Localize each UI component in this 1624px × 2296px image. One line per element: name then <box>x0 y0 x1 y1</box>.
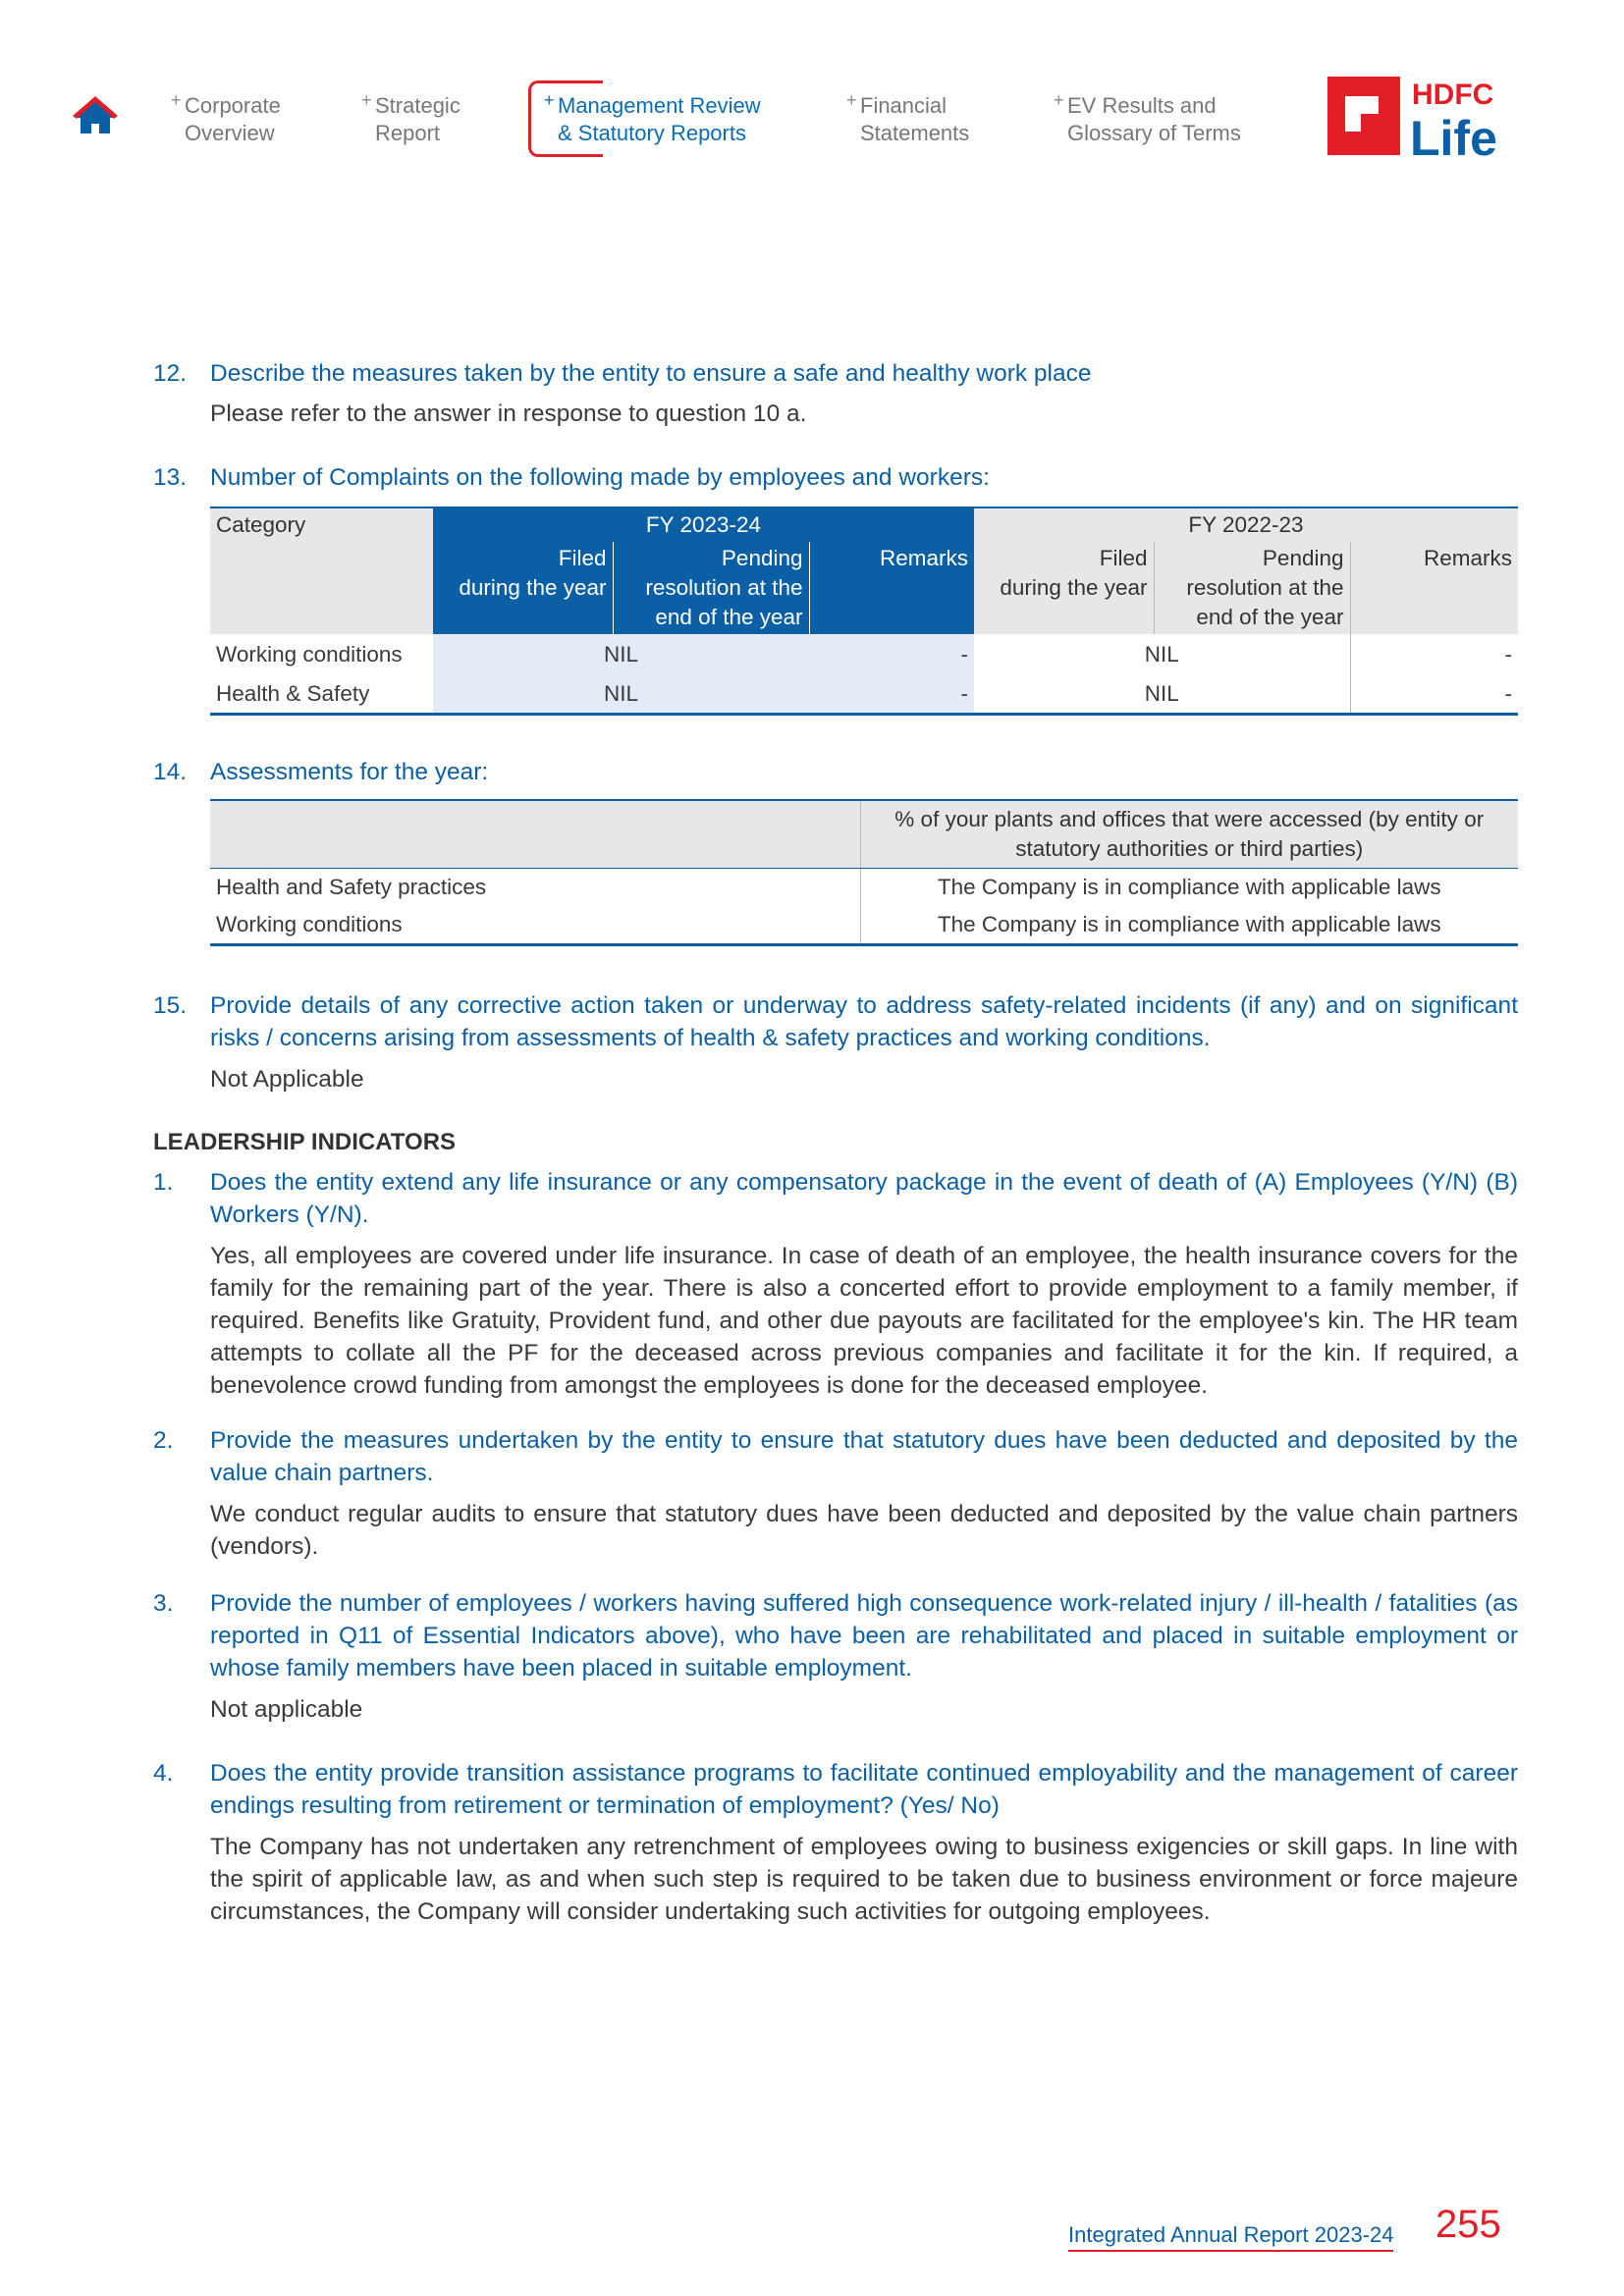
leadership-answer-1: Yes, all employees are covered under life insurance. In case of death of an employee, the health insurance covers for the family for the remaining part of the year. There is also a concerted effort to provide employment to a family member, if required. Benefits like Gratuity, Provident fund, and other due payouts are facilitated for the employee's kin. The HR team attempts to collate all the PF for the deceased across previous companies and facilitate it for the kin. If required, a benevolence crowd funding from amongst the employees is done for the deceased employee. <box>210 1243 1518 1399</box>
question-text: Assessments for the year: <box>210 759 489 785</box>
table-header-row <box>210 507 1518 542</box>
table-header-row <box>210 800 1518 869</box>
table-row <box>210 634 1518 673</box>
question-text: Provide details of any corrective action taken or underway to address safety-related incidents (if any) and on significant risks / concerns arising from assessments of health & safety practices and working conditions. <box>210 992 1518 1051</box>
cell-remarks: - <box>809 634 974 673</box>
question-number: 2. <box>153 1427 174 1454</box>
nav-label: Strategic <box>375 93 460 118</box>
footer-report-title: Integrated Annual Report 2023-24 <box>1068 2222 1393 2252</box>
question-number: 3. <box>153 1590 174 1617</box>
row-category: Working conditions <box>216 642 403 667</box>
plus-icon: + <box>544 90 555 110</box>
column-header-pending: Pending resolution at the end of the year <box>1154 542 1350 634</box>
leadership-answer-3: Not applicable <box>210 1696 363 1723</box>
cell-value: The Company is in compliance with applicable laws <box>860 906 1518 945</box>
row-category: Health & Safety <box>210 673 433 715</box>
row-label: Working conditions <box>210 906 860 945</box>
question-number: 14. <box>153 759 188 785</box>
leadership-question-4 <box>153 1757 1518 1822</box>
question-13 <box>153 461 1518 494</box>
question-number: 12. <box>153 360 188 387</box>
nav-label: Management Review <box>558 93 761 118</box>
column-header-filed: Filed during the year <box>433 542 613 634</box>
page-number: 255 <box>1435 2203 1501 2246</box>
nav-strategic-report[interactable] <box>361 90 460 147</box>
nav-label: Financial <box>860 93 947 118</box>
plus-icon: + <box>361 90 372 110</box>
nav-label: Statements <box>860 121 970 145</box>
leadership-question-1 <box>153 1166 1518 1231</box>
table-row <box>210 906 1518 945</box>
leadership-question-3 <box>153 1587 1518 1684</box>
question-number: 4. <box>153 1760 174 1787</box>
plus-icon: + <box>171 90 182 110</box>
nav-label: & Statutory Reports <box>558 121 746 145</box>
question-text: Does the entity provide transition assistance programs to facilitate continued employability and the management of career endings resulting from retirement or termination of employment? (Yes/ No) <box>210 1760 1518 1819</box>
question-number: 15. <box>153 992 188 1019</box>
complaints-table <box>210 507 1518 716</box>
section-heading: LEADERSHIP INDICATORS <box>153 1129 457 1155</box>
question-text: Number of Complaints on the following made by employees and workers: <box>210 464 990 491</box>
nav-label: Report <box>375 121 441 145</box>
column-header-remarks: Remarks <box>809 542 974 634</box>
leadership-answer-4: The Company has not undertaken any retrenchment of employees owing to business exigencies or skill gaps. In line with the spirit of applicable law, as and when such step is required to be taken due to business environment or force majeure circumstances, the Company will consider undertaking such activities for outgoing employees. <box>210 1834 1518 1925</box>
logo-text-life: Life <box>1410 111 1497 159</box>
cell-value: NIL <box>974 673 1350 715</box>
column-header-filed: Filed during the year <box>974 542 1154 634</box>
answer-15: Not Applicable <box>210 1066 364 1093</box>
nav-label: EV Results and <box>1067 93 1217 118</box>
question-number: 13. <box>153 464 188 491</box>
question-text: Provide the number of employees / workers having suffered high consequence work-related injury / ill-health / fatalities (as reported in Q11 of Essential Indicators above), who have been are rehabilitated and placed in suitable employment or whose family members have been placed in suitable employment. <box>210 1590 1518 1682</box>
leadership-question-2 <box>153 1424 1518 1489</box>
column-header-fy-2022-23: FY 2022-23 <box>974 507 1518 542</box>
row-label: Health and Safety practices <box>210 869 860 907</box>
column-header-category: Category <box>210 507 433 634</box>
cell-value: The Company is in compliance with applicable laws <box>937 875 1441 899</box>
nav-label: Overview <box>185 121 275 145</box>
hdfc-life-logo <box>1327 77 1514 159</box>
question-text: Describe the measures taken by the entity to ensure a safe and healthy work place <box>210 360 1092 387</box>
nav-label: Glossary of Terms <box>1067 121 1241 145</box>
nav-management-review[interactable] <box>544 90 761 147</box>
plus-icon: + <box>846 90 857 110</box>
question-15 <box>153 989 1518 1054</box>
column-header-pending: Pending resolution at the end of the year <box>613 542 809 634</box>
nav-label: Corporate <box>185 93 281 118</box>
home-icon[interactable] <box>73 96 118 137</box>
column-header-percent-assessed: % of your plants and offices that were accessed (by entity or statutory authorities or third parties) <box>860 800 1518 869</box>
assessments-table <box>210 799 1518 946</box>
question-number: 1. <box>153 1169 174 1196</box>
column-header-fy-2023-24: FY 2023-24 <box>433 507 974 542</box>
cell-value: NIL <box>433 673 809 715</box>
nav-financial-statements[interactable] <box>846 90 970 147</box>
cell-remarks: - <box>809 673 974 715</box>
answer-12: Please refer to the answer in response to question 10 a. <box>210 400 807 427</box>
leadership-answer-2: We conduct regular audits to ensure that statutory dues have been deducted and deposited by the value chain partners (vendors). <box>210 1501 1518 1560</box>
nav-ev-results[interactable] <box>1054 90 1241 147</box>
cell-value: NIL <box>433 634 809 673</box>
plus-icon: + <box>1054 90 1064 110</box>
cell-value: NIL <box>974 634 1350 673</box>
question-text: Provide the measures undertaken by the entity to ensure that statutory dues have been deducted and deposited by the value chain partners. <box>210 1427 1518 1486</box>
table-row <box>210 869 1518 907</box>
logo-text-hdfc: HDFC <box>1412 79 1494 111</box>
cell-remarks: - <box>1350 673 1518 715</box>
table-row <box>210 673 1518 715</box>
question-text: Does the entity extend any life insurance or any compensatory package in the event of death of (A) Employees (Y/N) (B) Workers (Y/N). <box>210 1169 1518 1228</box>
cell-remarks: - <box>1504 642 1512 667</box>
question-14 <box>153 756 1518 788</box>
column-header-remarks: Remarks <box>1350 542 1518 634</box>
column-header-empty <box>210 800 860 869</box>
question-12 <box>153 357 1518 390</box>
nav-corporate-overview[interactable] <box>171 90 281 147</box>
